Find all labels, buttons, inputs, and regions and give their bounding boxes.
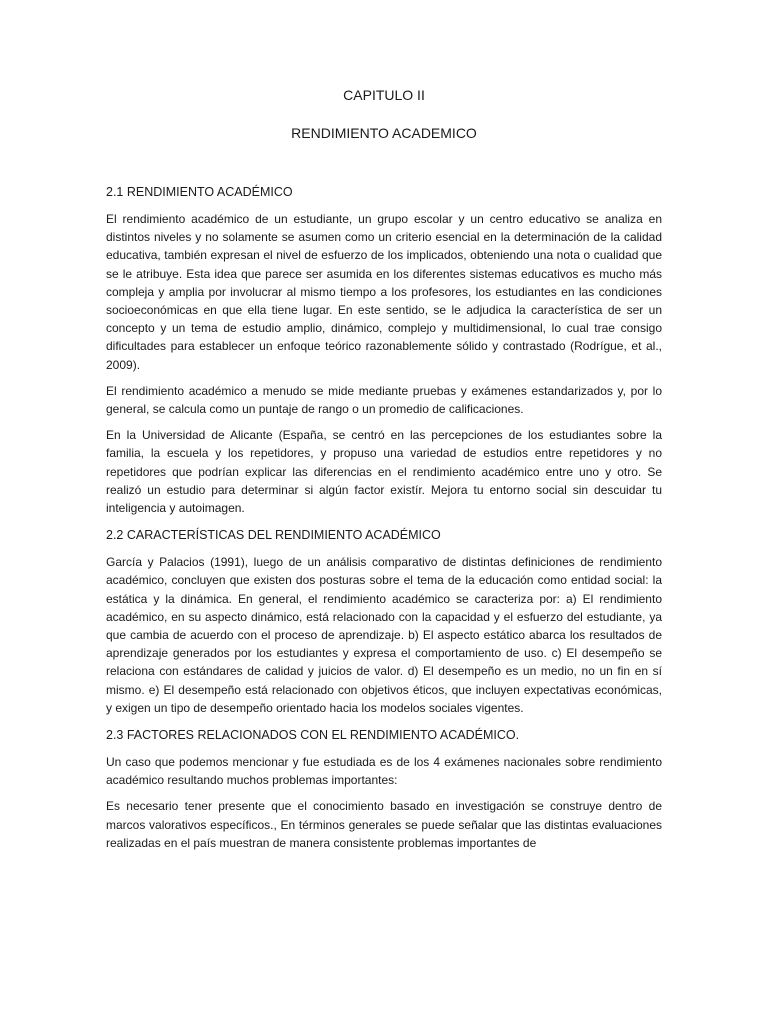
- paragraph: En la Universidad de Alicante (España, se centró en las percepciones de los estudiantes sobre la familia, la escuela y los repetidores, y propuso una variedad de estudios entre repetidores y no repetidores que podrían explicar las diferencias en el rendimiento académico entre uno y otro. Se realizó un estudio para determinar si algún factor existír. Mejora tu entorno social sin descuidar tu inteligencia y autoimagen.: [106, 428, 662, 516]
- paragraph: García y Palacios (1991), luego de un análisis comparativo de distintas definiciones de rendimiento académico, concluyen que existen dos posturas sobre el tema de la educación como entidad social: la estática y la dinámica. En general, el rendimiento académico se caracteriza por: a) El rendimiento académico, en su aspecto dinámico, está relacionado con la capacidad y el esfuerzo del estudiante, ya que cambia de acuerdo con el proceso de aprendizaje. b) El aspecto estático abarca los resultados de aprendizaje generados por los estudiantes y expresa el comportamiento de uso. c) El desempeño se relaciona con estándares de calidad y juicios de valor. d) El desempeño es un medio, no un fin en sí mismo. e) El desempeño está relacionado con objetivos éticos, que incluyen expectativas económicas, y exigen un tipo de desempeño orientado hacia los modelos sociales vigentes.: [106, 555, 662, 715]
- section-heading-2-1: 2.1 RENDIMIENTO ACADÉMICO: [106, 185, 293, 199]
- chapter-title: CAPITULO II: [343, 87, 425, 103]
- paragraph: Un caso que podemos mencionar y fue estudiada es de los 4 exámenes nacionales sobre rendimiento académico resultando muchos problemas importantes:: [106, 755, 662, 788]
- paragraph: El rendimiento académico de un estudiante, un grupo escolar y un centro educativo se analiza en distintos niveles y no solamente se asumen como un criterio esencial en la determinación de la calidad educativa, también expresan el nivel de esfuerzo de los implicados, obteniendo una nota o cualidad que se le atribuye. Esta idea que parece ser asumida en los diferentes sistemas educativos es mucho más compleja y amplia por involucrar al mismo tiempo a los profesores, los estudiantes en las condiciones socioeconómicas en que ella tiene lugar. En este sentido, se le adjudica la característica de ser un concepto y un tema de estudio amplio, dinámico, complejo y multidimensional, lo cual trae consigo dificultades para establecer un enfoque teórico razonablemente sólido y contrastado (Rodrígue, et al., 2009).: [106, 212, 662, 372]
- section-heading-2-2: 2.2 CARACTERÍSTICAS DEL RENDIMIENTO ACADÉMICO: [106, 528, 441, 543]
- document-title: RENDIMIENTO ACADEMICO: [291, 125, 477, 141]
- document-page: [106, 86, 662, 860]
- paragraph: El rendimiento académico a menudo se mide mediante pruebas y exámenes estandarizados y, por lo general, se calcula como un puntaje de rango o un promedio de calificaciones.: [106, 383, 662, 417]
- paragraph: Es necesario tener presente que el conocimiento basado en investigación se construye dentro de marcos valorativos específicos., En términos generales se puede señalar que las distintas evaluaciones realizadas en el país muestran de manera consistente problemas importantes de: [106, 799, 662, 850]
- section-heading-2-3: 2.3 FACTORES RELACIONADOS CON EL RENDIMIENTO ACADÉMICO.: [106, 728, 520, 743]
